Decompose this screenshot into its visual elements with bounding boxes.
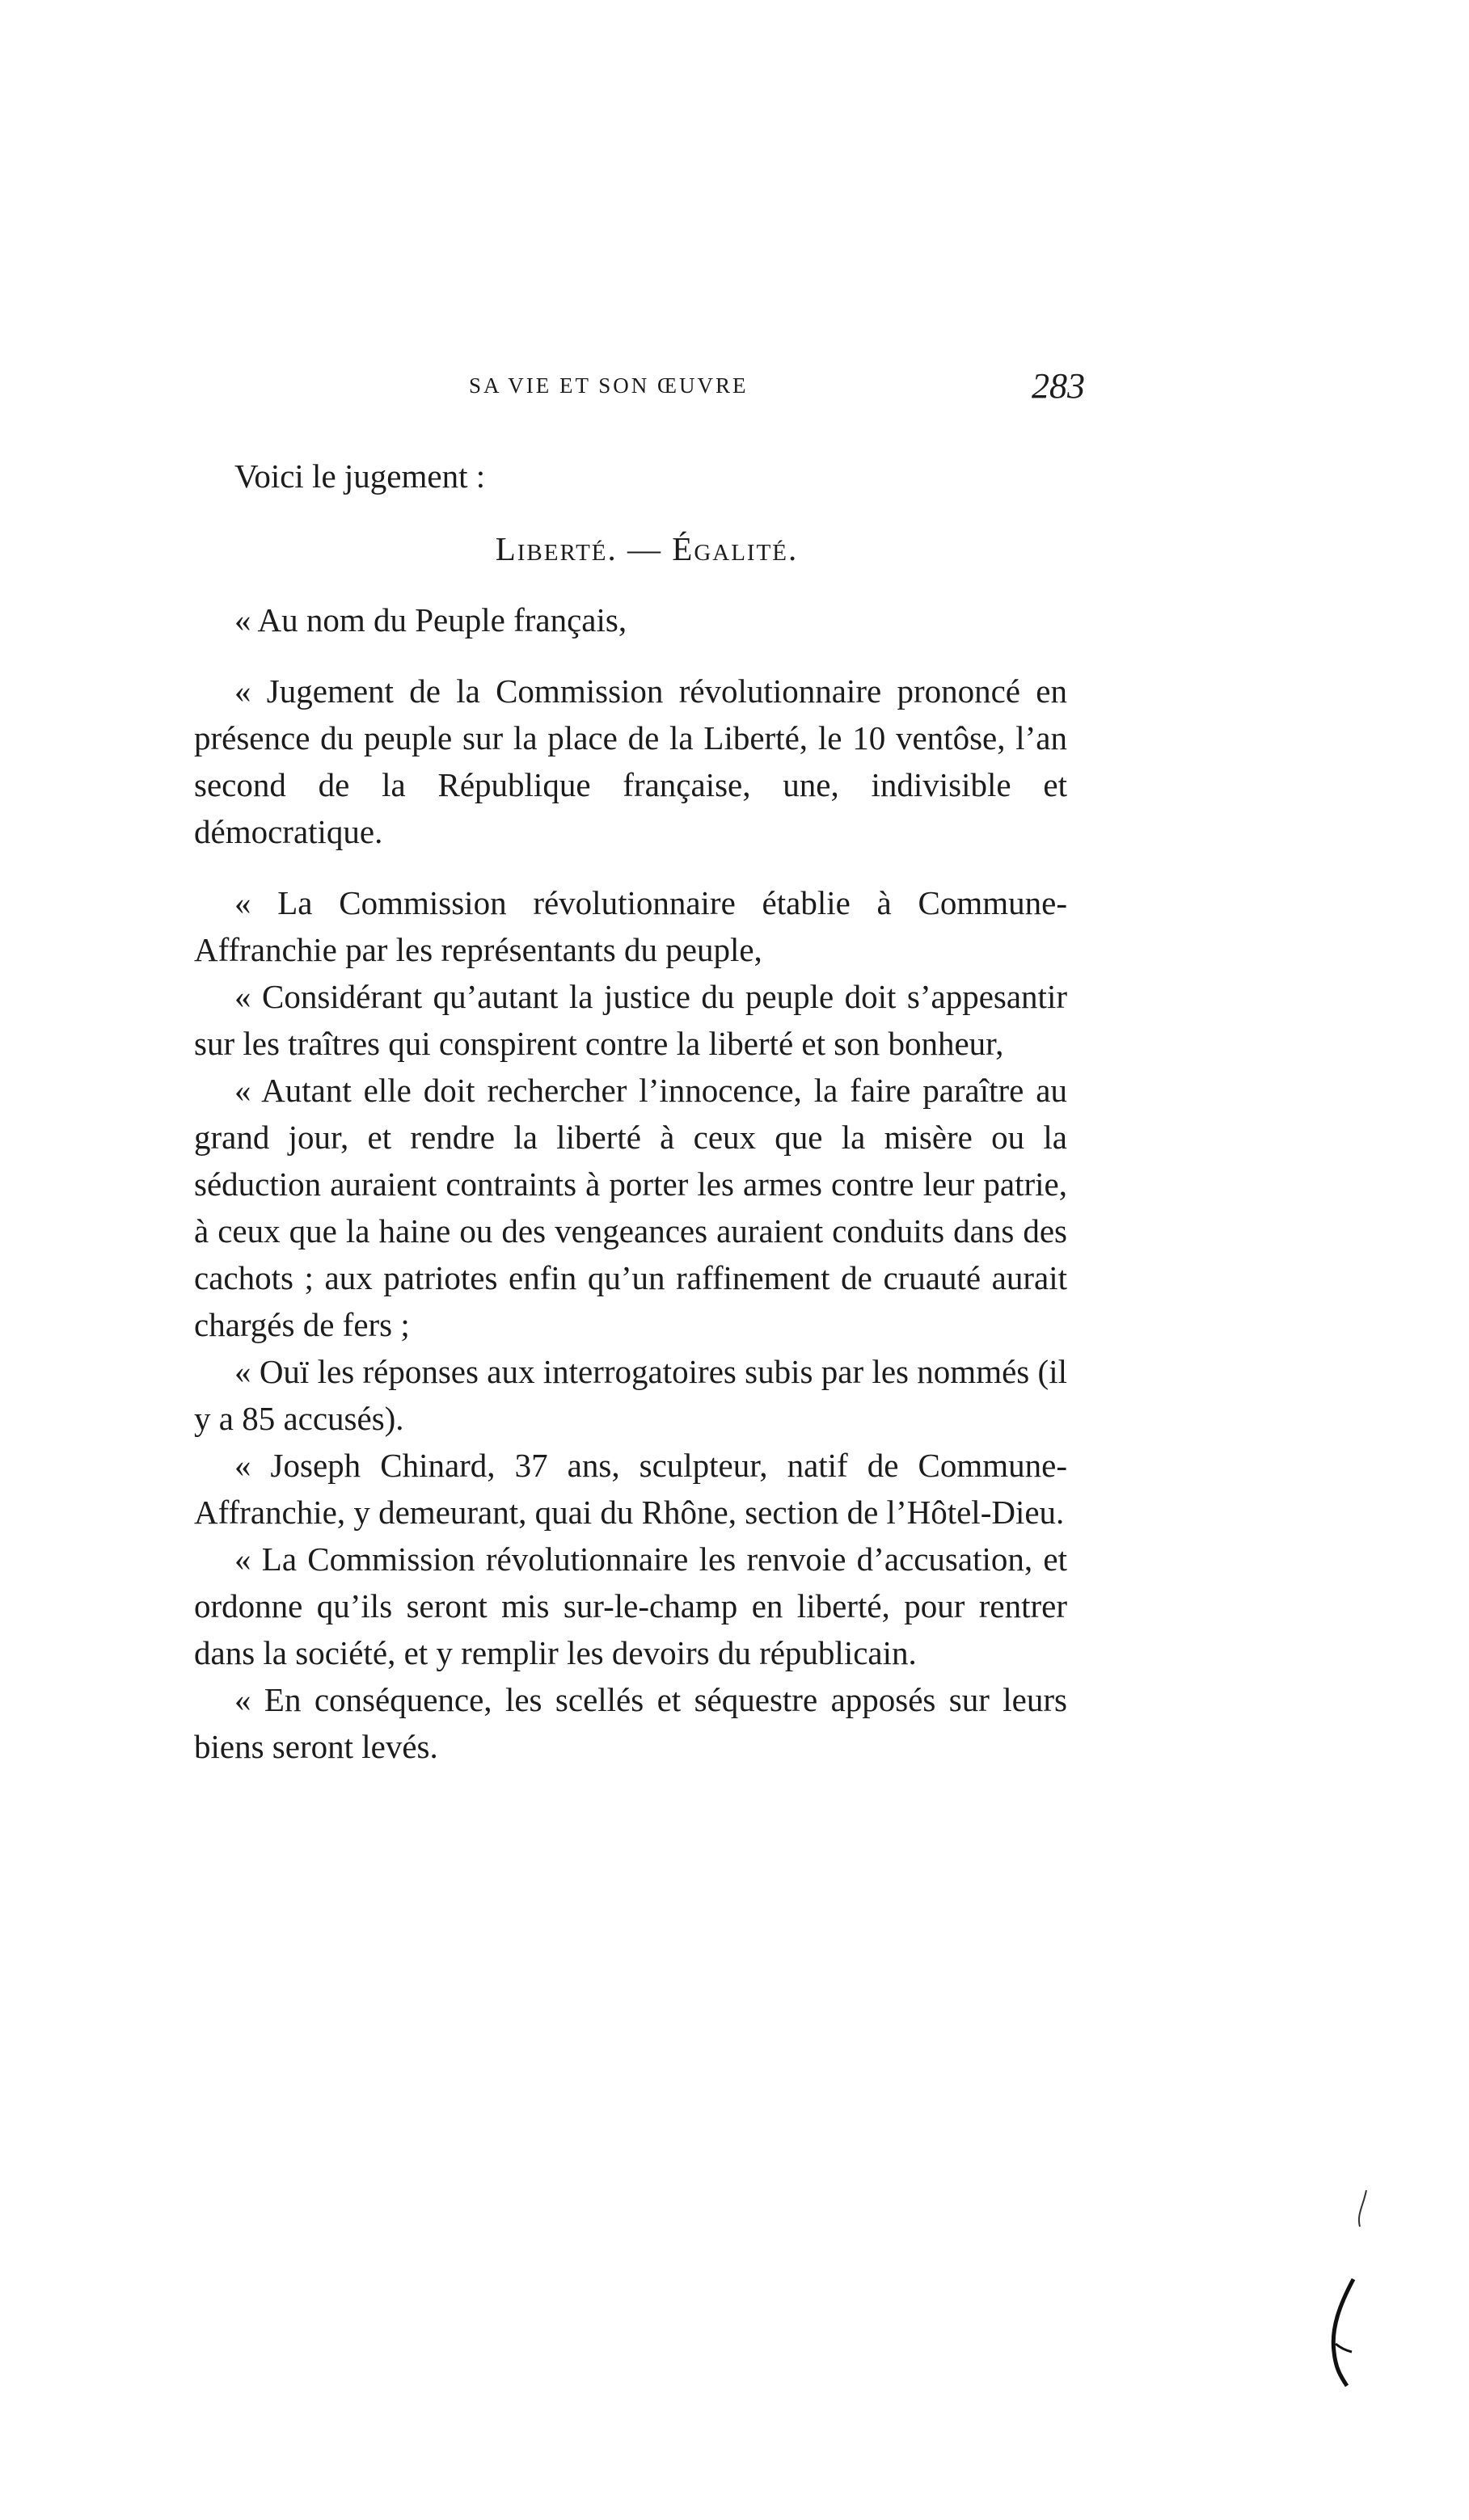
page-header xyxy=(194,365,1100,414)
paragraph: « La Commission révolutionnaire établie à Commune-Affranchie par les représentants du peuple, xyxy=(194,884,1067,968)
main-text xyxy=(194,453,1067,1770)
paragraph: « Considérant qu’autant la justice du peuple doit s’appesantir sur les traîtres qui conspirent contre la liberté et son bonheur, xyxy=(194,978,1067,1062)
running-title: SA VIE ET SON ŒUVRE xyxy=(469,373,749,398)
intro-line: Voici le jugement : xyxy=(234,457,486,495)
paragraph: « Au nom du Peuple français, xyxy=(234,601,627,638)
paragraph: « En conséquence, les scellés et séquestre apposés sur leurs biens seront levés. xyxy=(194,1681,1067,1765)
paragraph: « Ouï les réponses aux interrogatoires subis par les nommés (il y a 85 accusés). xyxy=(194,1353,1067,1437)
page-number: 283 xyxy=(1032,366,1085,406)
paragraph: « Jugement de la Commission révolutionnaire prononcé en présence du peuple sur la place de la Liberté, le 10 ventôse, l’an second de la République française, une, indivisible et démocratique. xyxy=(194,672,1067,850)
ink-mark-icon xyxy=(1316,2182,1381,2392)
section-heading: Liberté. — Égalité. xyxy=(495,530,799,567)
paragraph: « La Commission révolutionnaire les renvoie d’accusation, et ordonne qu’ils seront mis sur-le-champ en liberté, pour rentrer dans la société, et y remplir les devoirs du républicain. xyxy=(194,1540,1067,1671)
paragraph: « Joseph Chinard, 37 ans, sculpteur, natif de Commune-Affranchie, y demeurant, quai du Rhône, section de l’Hôtel-Dieu. xyxy=(194,1447,1067,1531)
paragraph: « Autant elle doit rechercher l’innocence, la faire paraître au grand jour, et rendre la liberté à ceux que la misère ou la séduction auraient contraints à porter les armes contre leur patrie, à ceux que la haine ou des vengeances auraient conduits dans des cachots ; aux patriotes enfin qu’un raffinement de cruauté aurait chargés de fers ; xyxy=(194,1072,1067,1343)
